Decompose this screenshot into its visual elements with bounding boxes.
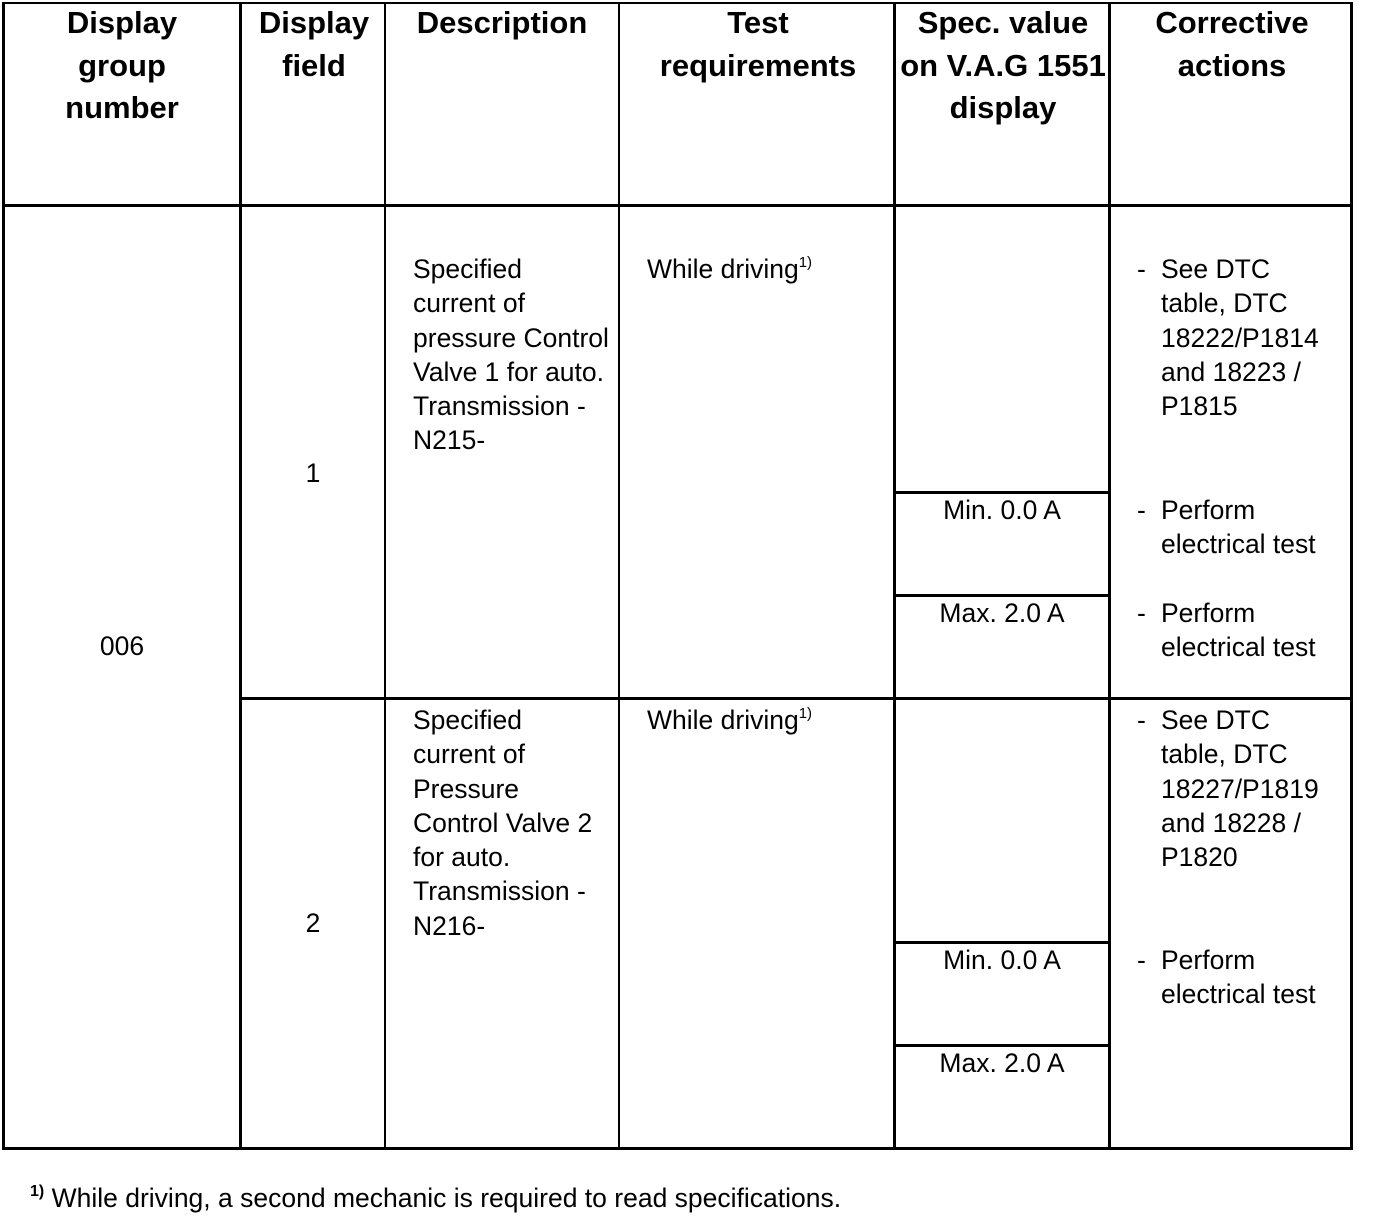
test-requirement-2 [647, 703, 887, 737]
border-bottom [2, 1147, 1353, 1150]
bullet-dash: - [1137, 254, 1146, 284]
header-description: Description [416, 5, 588, 40]
test-requirement-text: While driving [647, 254, 799, 284]
action-text: See DTC table, DTC 18222/P1814 and 18223 / P1815 [1161, 254, 1319, 422]
col-rule [239, 2, 242, 1150]
bullet-dash: - [1137, 598, 1146, 628]
border-right [1350, 2, 1353, 1150]
col-rule [893, 2, 896, 1150]
footnote-text: While driving, a second mechanic is required to read specifications. [51, 1183, 842, 1213]
test-requirement-1 [647, 252, 887, 286]
action-text: Perform electrical test [1161, 495, 1316, 560]
footnote-ref: 1) [798, 254, 813, 272]
header-corrective-actions: Corrective actions [1155, 5, 1309, 83]
border-left [2, 2, 5, 1150]
group-number: 006 [99, 631, 145, 661]
footnote-ref: 1) [798, 705, 813, 723]
description-2: Specified current of Pressure Control Valve 2 for auto. Transmission -N216- [413, 705, 593, 941]
col-rule [1108, 2, 1111, 1150]
col-rule [618, 2, 620, 1150]
header-spec-value: Spec. value on V.A.G 1551 display [900, 5, 1106, 125]
action-text: Perform electrical test [1161, 945, 1316, 1010]
test-requirement-text: While driving [647, 705, 799, 735]
spec-min-2: Min. 0.0 A [943, 945, 1061, 975]
action-text: See DTC table, DTC 18227/P1819 and 18228 / P1820 [1161, 705, 1319, 873]
description-1: Specified current of pressure Control Valve 1 for auto. Transmission -N215- [413, 254, 609, 456]
col-rule [384, 2, 386, 1150]
footnote-mark: 1) [30, 1183, 45, 1201]
footnote [30, 1183, 841, 1214]
bullet-dash: - [1137, 495, 1146, 525]
action-text: Perform electrical test [1161, 598, 1316, 663]
bullet-dash: - [1137, 705, 1146, 735]
header-group-number: Display group number [65, 5, 179, 125]
bullet-dash: - [1137, 945, 1146, 975]
header-test-requirements: Test requirements [659, 5, 857, 83]
spec-max-1: Max. 2.0 A [939, 598, 1065, 628]
row-rule [239, 697, 1353, 700]
header-rule [2, 204, 1353, 207]
display-field-2: 2 [305, 908, 321, 938]
spec-min-1: Min. 0.0 A [943, 495, 1061, 525]
spec-max-2: Max. 2.0 A [939, 1048, 1065, 1078]
display-field-1: 1 [305, 458, 321, 488]
header-display-field: Display field [258, 5, 370, 83]
